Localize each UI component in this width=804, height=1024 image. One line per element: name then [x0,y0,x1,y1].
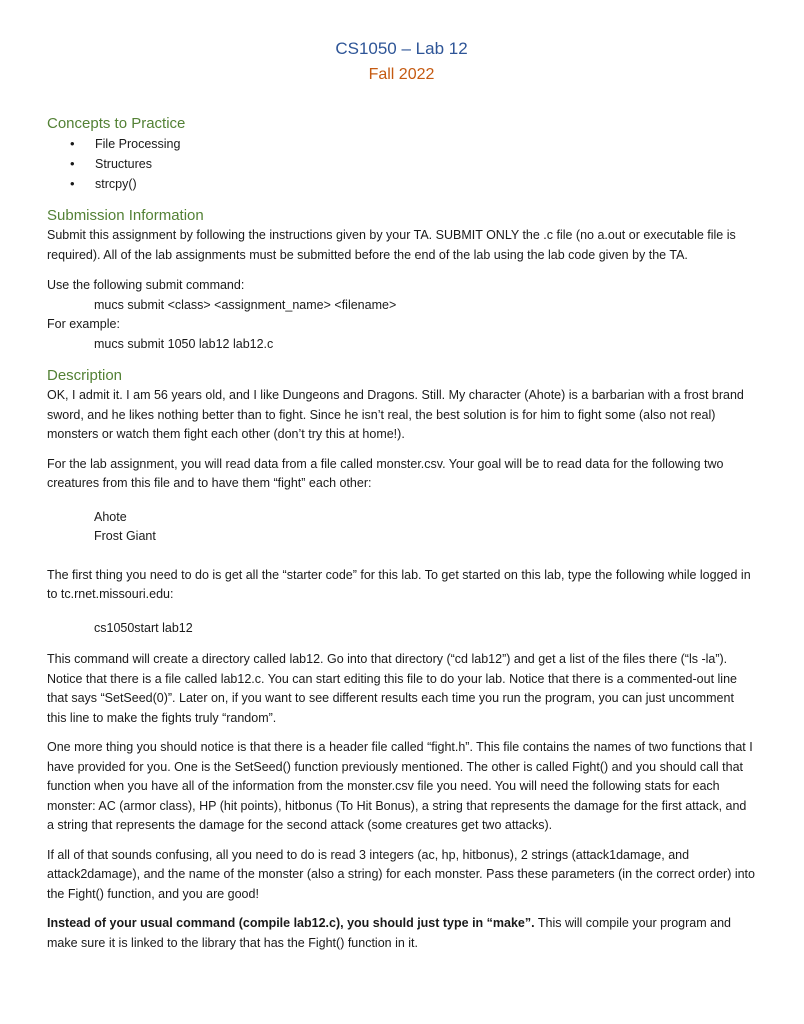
description-heading: Description [47,367,123,384]
submit-command-label: Use the following submit command: [47,278,245,292]
creature-name: Ahote [94,509,127,524]
submit-example: mucs submit 1050 lab12 lab12.c [94,336,274,351]
creature-list [47,508,756,547]
doc-title: CS1050 – Lab 12 [335,39,468,58]
description-paragraph-6: If all of that sounds confusing, all you need to do is read 3 integers (ac, hp, hitbonus), 2 strings (attack1damage, and attack2damage), and the name of the monster (also a string) for each monster. Pass these parameters (in the correct order) into the Fight() function, and you are good! [47,847,755,901]
description-paragraph-4: This command will create a directory called lab12. Go into that directory (“cd lab12”) and get a list of the files there (“ls -la”). Notice that there is a file called lab12.c. You can start editing this file to do your lab. Notice that there is a commented-out line that says “SetSeed(0)”. Later on, if you want to see different results each time you run the program, you can just uncomment this line to make the fights truly “random”. [47,652,737,725]
list-item: • File Processing [47,134,756,154]
concepts-heading: Concepts to Practice [47,115,186,132]
submit-command: mucs submit <class> <assignment_name> <filename> [94,297,397,312]
creature-name: Frost Giant [94,529,156,543]
concepts-list [47,134,756,194]
doc-term: Fall 2022 [368,66,435,83]
description-paragraph-1: OK, I admit it. I am 56 years old, and I like Dungeons and Dragons. Still. My character (Ahote) is a barbarian with a frost brand sword, and he likes nothing better than to fight. Since he isn’t real, the best solution is for him to fight some (also not real) monsters or watch them fight each other (don’t try this at home!). [47,388,744,441]
submission-intro: Submit this assignment by following the instructions given by your TA. SUBMIT ONLY the .c file (no a.out or executable file is required). All of the lab assignments must be submitted before the end of the lab using the lab code given by the TA. [47,228,736,262]
start-command: cs1050start lab12 [94,620,193,635]
description-paragraph-7 [47,914,756,953]
make-instruction: Instead of your usual command (compile lab12.c), you should just type in “make”. [47,916,535,930]
list-item: • strcpy() [47,174,756,194]
description-paragraph-5: One more thing you should notice is that there is a header file called “fight.h”. This file contains the names of two functions that I have provided for you. One is the SetSeed() function previously mentioned. The other is called Fight() and you should call that function when you have all of the information from the monster.csv file you need. You will need the following stats for each monster: AC (armor class), HP (hit points), hitbonus (To Hit Bonus), a string that represents the damage for the first attack, and a string that represents the damage for the second attack (some creatures get two attacks). [47,740,753,832]
description-paragraph-3: The first thing you need to do is get all the “starter code” for this lab. To get started on this lab, type the following while logged in to tc.rnet.missouri.edu: [47,567,751,601]
submission-heading: Submission Information [47,207,204,224]
example-label: For example: [47,317,120,331]
list-item: • Structures [47,154,756,174]
make-instruction-rest: This will compile your program and make sure it is linked to the library that has the Fight() function in it. [47,916,731,950]
description-paragraph-2: For the lab assignment, you will read data from a file called monster.csv. Your goal will be to read data for the following two creatures from this file and to have them “fight” each other: [47,456,724,490]
